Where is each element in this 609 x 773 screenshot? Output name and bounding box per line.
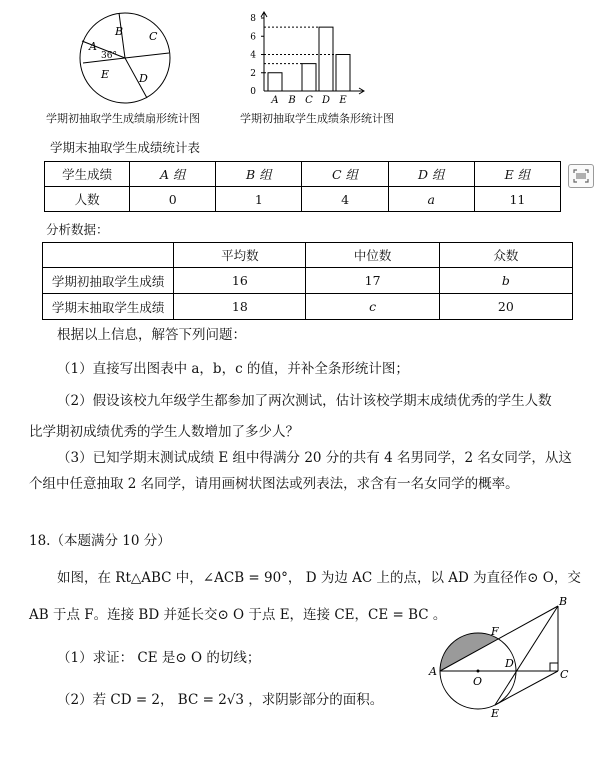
right-angle-mark — [550, 663, 558, 671]
table1-cell: a — [388, 187, 474, 212]
q17-part1: （1）直接写出图表中 a，b，c 的值，并补全条形统计图； — [57, 361, 409, 377]
q17-intro: 根据以上信息，解答下列问题： — [57, 327, 246, 343]
analysis-title: 分析数据： — [46, 222, 109, 237]
x-tick-label: E — [339, 95, 347, 106]
pie-label-d: D — [139, 72, 148, 85]
shaded-segment — [440, 633, 498, 671]
analysis-cell: 18 — [174, 294, 306, 320]
table1-header-cell: D 组 — [388, 162, 474, 187]
analysis-cell: c — [306, 294, 439, 320]
pie-label-c: C — [149, 30, 158, 43]
pie-angle-label: 36° — [101, 51, 117, 61]
analysis-row-label: 学期末抽取学生成绩 — [43, 294, 174, 320]
pie-label-a: A — [89, 40, 97, 53]
segment-be — [495, 606, 558, 705]
y-tick-label: 0 — [250, 87, 256, 97]
scan-icon[interactable] — [568, 164, 594, 188]
bar-d — [319, 27, 333, 91]
segment-ce — [495, 671, 558, 705]
y-tick-label: 4 — [250, 50, 256, 61]
point-c: C — [560, 668, 569, 681]
q17-part2-line1: （2）假设该校九年级学生都参加了两次测试，估计该校学期末成绩优秀的学生人数 — [57, 393, 552, 409]
table1-header-cell: B 组 — [216, 162, 302, 187]
table1-header-cell: C 组 — [302, 162, 388, 187]
x-tick-label: B — [288, 95, 296, 106]
q18-heading: 18.（本题满分 10 分） — [29, 533, 171, 549]
table1-title: 学期末抽取学生成绩统计表 — [50, 140, 201, 155]
pie-label-e: E — [101, 68, 110, 81]
q18-part2: （2）若 CD = 2， BC = 2√3 ，求阴影部分的面积。 — [57, 692, 384, 708]
x-tick-label: C — [305, 95, 313, 106]
geometry-figure — [425, 596, 575, 721]
analysis-cell: 17 — [306, 268, 439, 294]
table1-cell: 11 — [474, 187, 560, 212]
table1-cell: 人数 — [45, 187, 130, 212]
bar-c — [302, 64, 316, 91]
y-tick-label: 8 — [250, 14, 256, 24]
table1-cell: 0 — [130, 187, 216, 212]
table1-header-cell: A 组 — [130, 162, 216, 187]
y-tick-label: 6 — [250, 32, 256, 43]
score-table-end — [44, 161, 561, 212]
analysis-row-label: 学期初抽取学生成绩 — [43, 268, 174, 294]
q17-part2-line2: 比学期初成绩优秀的学生人数增加了多少人？ — [29, 424, 299, 440]
analysis-cell: 16 — [174, 268, 306, 294]
pie-caption: 学期初抽取学生成绩扇形统计图 — [46, 112, 200, 125]
table1-cell: 4 — [302, 187, 388, 212]
table1-header-cell: E 组 — [474, 162, 560, 187]
table1-header-cell: 学生成绩 — [45, 162, 130, 187]
pie-label-b: B — [115, 25, 124, 38]
pie-chart — [75, 8, 175, 108]
q17-part3-line2: 个组中任意抽取 2 名同学，请用画树状图法或列表法，求含有一名女同学的概率。 — [29, 476, 519, 492]
bar-e — [336, 55, 350, 92]
q17-part3-line1: （3）已知学期末测试成绩 E 组中得满分 20 分的共有 4 名男同学，2 名女同学，从这 — [57, 450, 572, 466]
q18-line1: 如图，在 Rt△ABC 中，∠ACB = 90°， D 为边 AC 上的点，以 AD 为直径作⊙ O，交 — [57, 570, 581, 586]
analysis-cell: b — [439, 268, 572, 294]
point-f: F — [491, 625, 499, 638]
point-b: B — [559, 596, 568, 608]
table1-cell: 1 — [216, 187, 302, 212]
analysis-header-cell: 平均数 — [174, 243, 306, 268]
q18-part1: （1）求证： CE 是⊙ O 的切线； — [57, 650, 261, 666]
analysis-cell: 20 — [439, 294, 572, 320]
bar-a — [268, 73, 282, 91]
x-tick-label: D — [321, 95, 331, 106]
analysis-header-cell: 众数 — [439, 243, 572, 268]
point-a: A — [429, 665, 437, 678]
x-tick-label: A — [271, 95, 279, 106]
analysis-header-cell: 中位数 — [306, 243, 439, 268]
analysis-table — [42, 242, 573, 320]
point-o: O — [473, 675, 483, 688]
analysis-header-cell — [43, 243, 174, 268]
y-tick-label: 2 — [250, 68, 256, 79]
point-d: D — [505, 657, 514, 670]
bar-caption: 学期初抽取学生成绩条形统计图 — [240, 112, 394, 125]
point-e: E — [491, 707, 500, 720]
bar-chart — [242, 6, 372, 106]
q18-line2: AB 于点 F。连接 BD 并延长交⊙ O 于点 E，连接 CE，CE = BC 。 — [29, 607, 447, 623]
center-dot — [477, 670, 480, 673]
